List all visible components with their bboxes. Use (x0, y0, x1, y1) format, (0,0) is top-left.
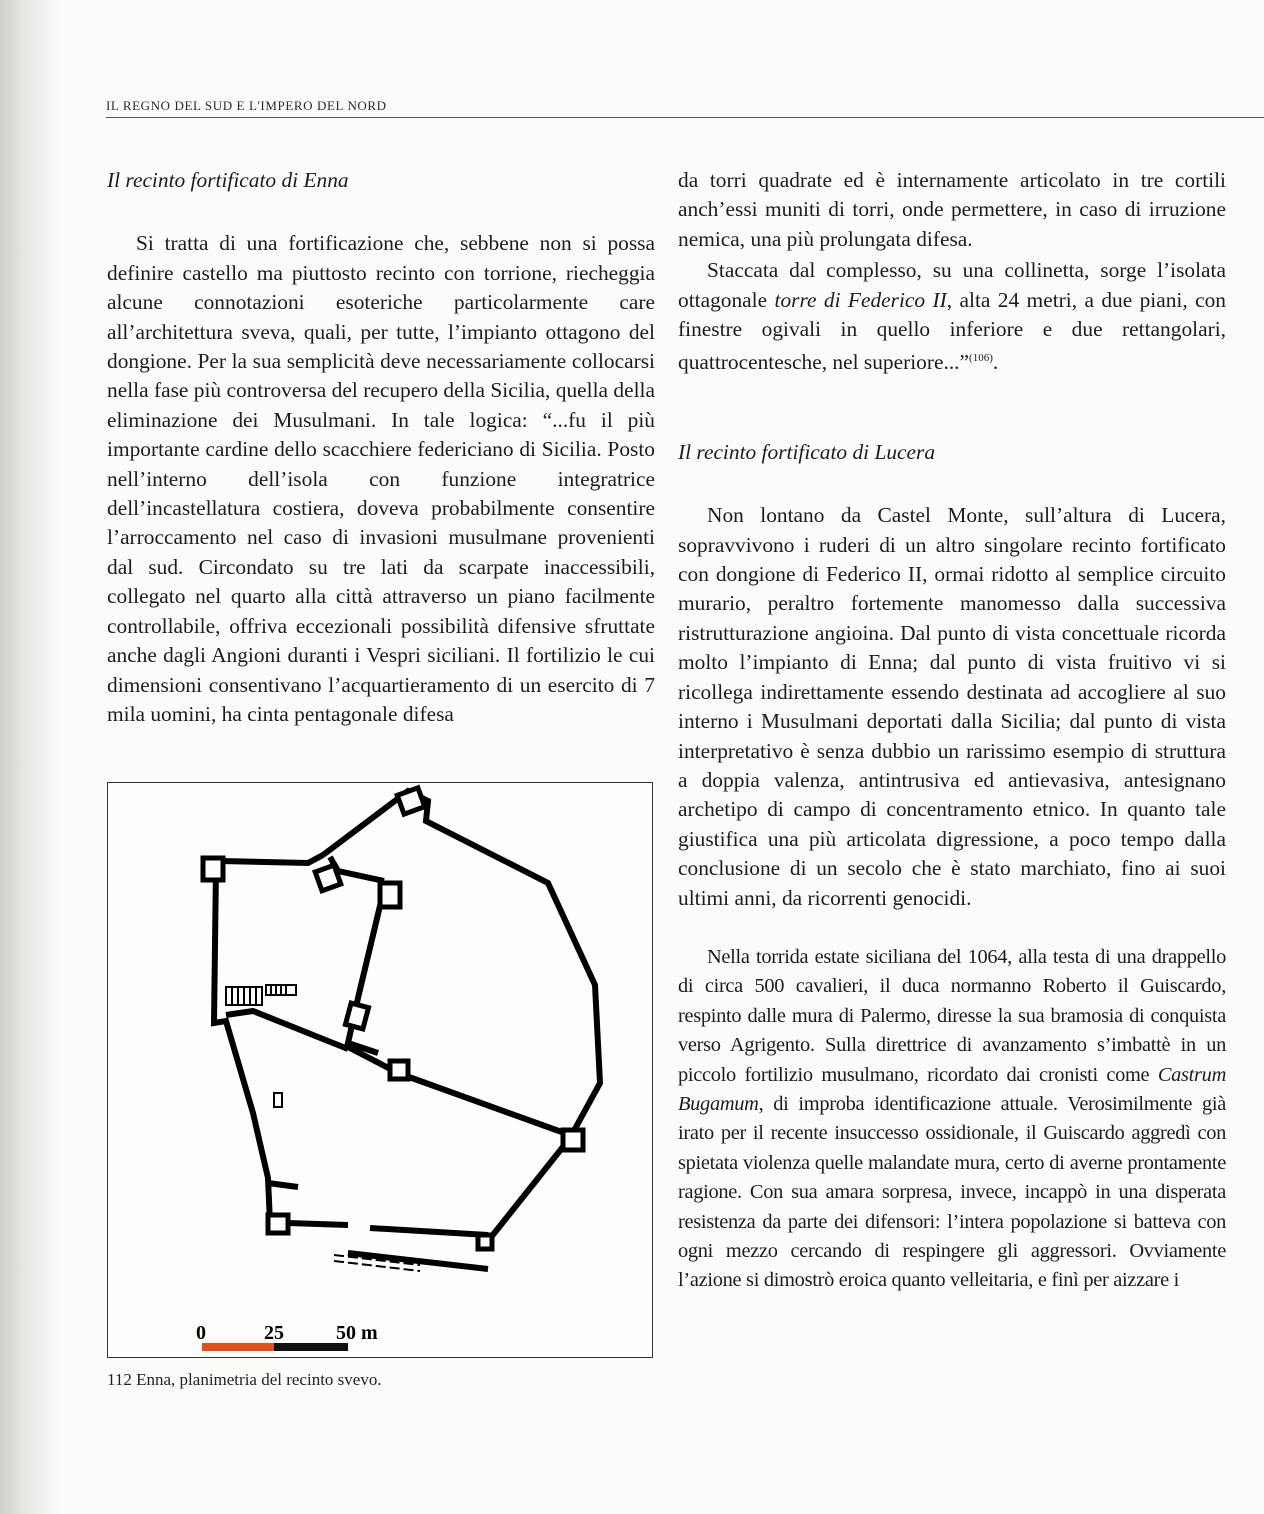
scale-label-50m: 50 m (336, 1322, 378, 1344)
plan-inner-west (226, 1011, 348, 1049)
running-head: IL REGNO DEL SUD E L'IMPERO DEL NORD (106, 98, 387, 113)
scale-segment-0-25 (202, 1343, 274, 1351)
section-heading-lucera: Il recinto fortificato di Lucera (678, 439, 936, 464)
plan-south-wall-a (288, 1223, 348, 1225)
scale-label-25: 25 (264, 1322, 284, 1344)
plan-tower-s (478, 1235, 492, 1249)
right-column (678, 166, 1226, 1296)
scale-segment-25-50 (274, 1343, 348, 1351)
plan-tower-nw (203, 858, 223, 880)
paragraph-enna: Si tratta di una fortificazione che, sebbene non si possa definire castello ma piuttosto recinto con torrione, riecheggia alcune connotazioni esoteriche particolarmente care all’architettura sveva, quali, per tutte, l’impianto ottagono del dongione. Per la sua semplicità deve necessariamente collocarsi nella fase più controversa del recupero della Sicilia, quella della eliminazione dei Musulmani. In tale logica: “...fu il più importante cardine dello scacchiere federiciano di Sicilia. Posto nell’interno dell’isola con funzione integratrice dell’incastellatura costiera, doveva probabilmente consentire l’arroccamento nel caso di invasioni musulmane provenienti dal sud. Circondato su tre lati da scarpate inaccessibili, collegato nel quarto alla città attraverso un piano facilmente controllabile, offriva eccezionali possibilità difensive sfruttate anche dagli Angioni duranti i Vespri siciliani. Il fortilizio le cui dimensioni consentivano l’acquartieramento di un esercito di 7 mila uomini, ha cinta pentagonale difesa (107, 231, 655, 726)
header-rule (106, 117, 1264, 118)
torre-text-a: Staccata dal complesso, su una collinetta, sorge l’isolata ottagonale (678, 258, 1226, 312)
paragraph-continuation: da torri quadrate ed è internamente articolato in tre cortili anch’essi muniti di torri, onde permettere, in caso di irruzione nemica, una più prolungata difesa. (678, 168, 1226, 251)
scale-bar (196, 1322, 378, 1351)
castrum-bugamum: Castrum Bugamum (678, 1063, 1226, 1115)
torre-text-end: . (992, 350, 999, 375)
plan-tower-inner-s (345, 1003, 368, 1029)
left-column (107, 166, 655, 729)
plan-north-wall (220, 855, 323, 863)
plan-tower-sw (268, 1215, 288, 1233)
plan-tower-link (390, 1061, 408, 1079)
guiscardo-text-b: , di improba identificazione attuale. Verosimilmente già irato per il recente insuccesso ossidionale, il Guiscardo aggredì con spietata violenza quelle malandate mura, certo di averne prontamente ragione. Con sua amara sorpresa, invece, incappò in una disperata resistenza da parte dei difensori: l’intera popolazione si batteva con ogni mezzo cercando di respingere gli aggressori. Ovviamente l’azione si dimostrò eroica quanto velleitaria, e finì per aizzare i (678, 1092, 1226, 1292)
plan-tower-se (563, 1130, 583, 1150)
guiscardo-text-a: Nella torrida estate siciliana del 1064, alla testa di una drappello di circa 500 cavalieri, il duca normanno Roberto il Guiscardo, respinto dalle mura di Palermo, diresse la sua bramosia di conquista verso Agrigento. Sulla direttrice di avanzamento s’imbattè in un piccolo fortilizio musulmano, ricordato dai cronisti come (678, 945, 1226, 1086)
paragraph-torre (678, 256, 1226, 378)
plan-south-divider (398, 1073, 570, 1135)
plan-spur-south (268, 1183, 298, 1187)
plan-tower-n (397, 788, 425, 814)
paragraph-lucera: Non lontano da Castel Monte, sull’altura di Lucera, sopravvivono i ruderi di un altro singolare recinto fortificato con dongione di Federico II, ormai ridotto al semplice circuito murario, peraltro fortemente manomesso dalla successiva ristrutturazione angioina. Dal punto di vista concettuale ricorda molto l’impianto di Enna; dal punto di vista fruitivo vi si ricollega indirettamente essendo destinata ad accogliere al suo interno i Musulmani deportati dalla Sicilia; dal punto di vista interpretativo è senza dubbio un rarissimo esempio di struttura a doppia valenza, antintrusiva ed antievasiva, antesignano archetipo di campo di concentramento etnico. In quanto tale giustifica una più articolata digressione, a poco tempo dalla conclusione di un secolo che è stato marchiato, fino ai suoi ultimi anni, da ricorrenti genocidi. (678, 503, 1226, 910)
plan-south-east-wall (488, 1138, 570, 1241)
scale-label-0: 0 (196, 1322, 206, 1344)
enna-plan-drawing (108, 783, 652, 1357)
plan-south-wall-c (348, 1253, 488, 1269)
enna-plan-figure (107, 782, 653, 1358)
paragraph-guiscardo (678, 943, 1226, 1296)
torre-text-b: , alta 24 metri, a due piani, con finestre ogivali in quello inferiore e due rettangolari, quattrocentesche, nel superiore...” (678, 287, 1227, 375)
plan-small-tower (274, 1093, 282, 1107)
book-gutter-shadow (0, 0, 60, 1514)
plan-tower-inner-n (315, 865, 341, 891)
plan-south-wall-b (370, 1228, 488, 1235)
figure-caption: 112 Enna, planimetria del recinto svevo. (107, 1370, 382, 1389)
plan-west-wall (214, 867, 288, 1223)
section-heading-enna: Il recinto fortificato di Enna (107, 168, 349, 192)
plan-tower-inner-e (380, 883, 400, 907)
torre-emphasis: torre di Federico II (774, 287, 947, 312)
footnote-ref-106: (106) (969, 352, 993, 365)
